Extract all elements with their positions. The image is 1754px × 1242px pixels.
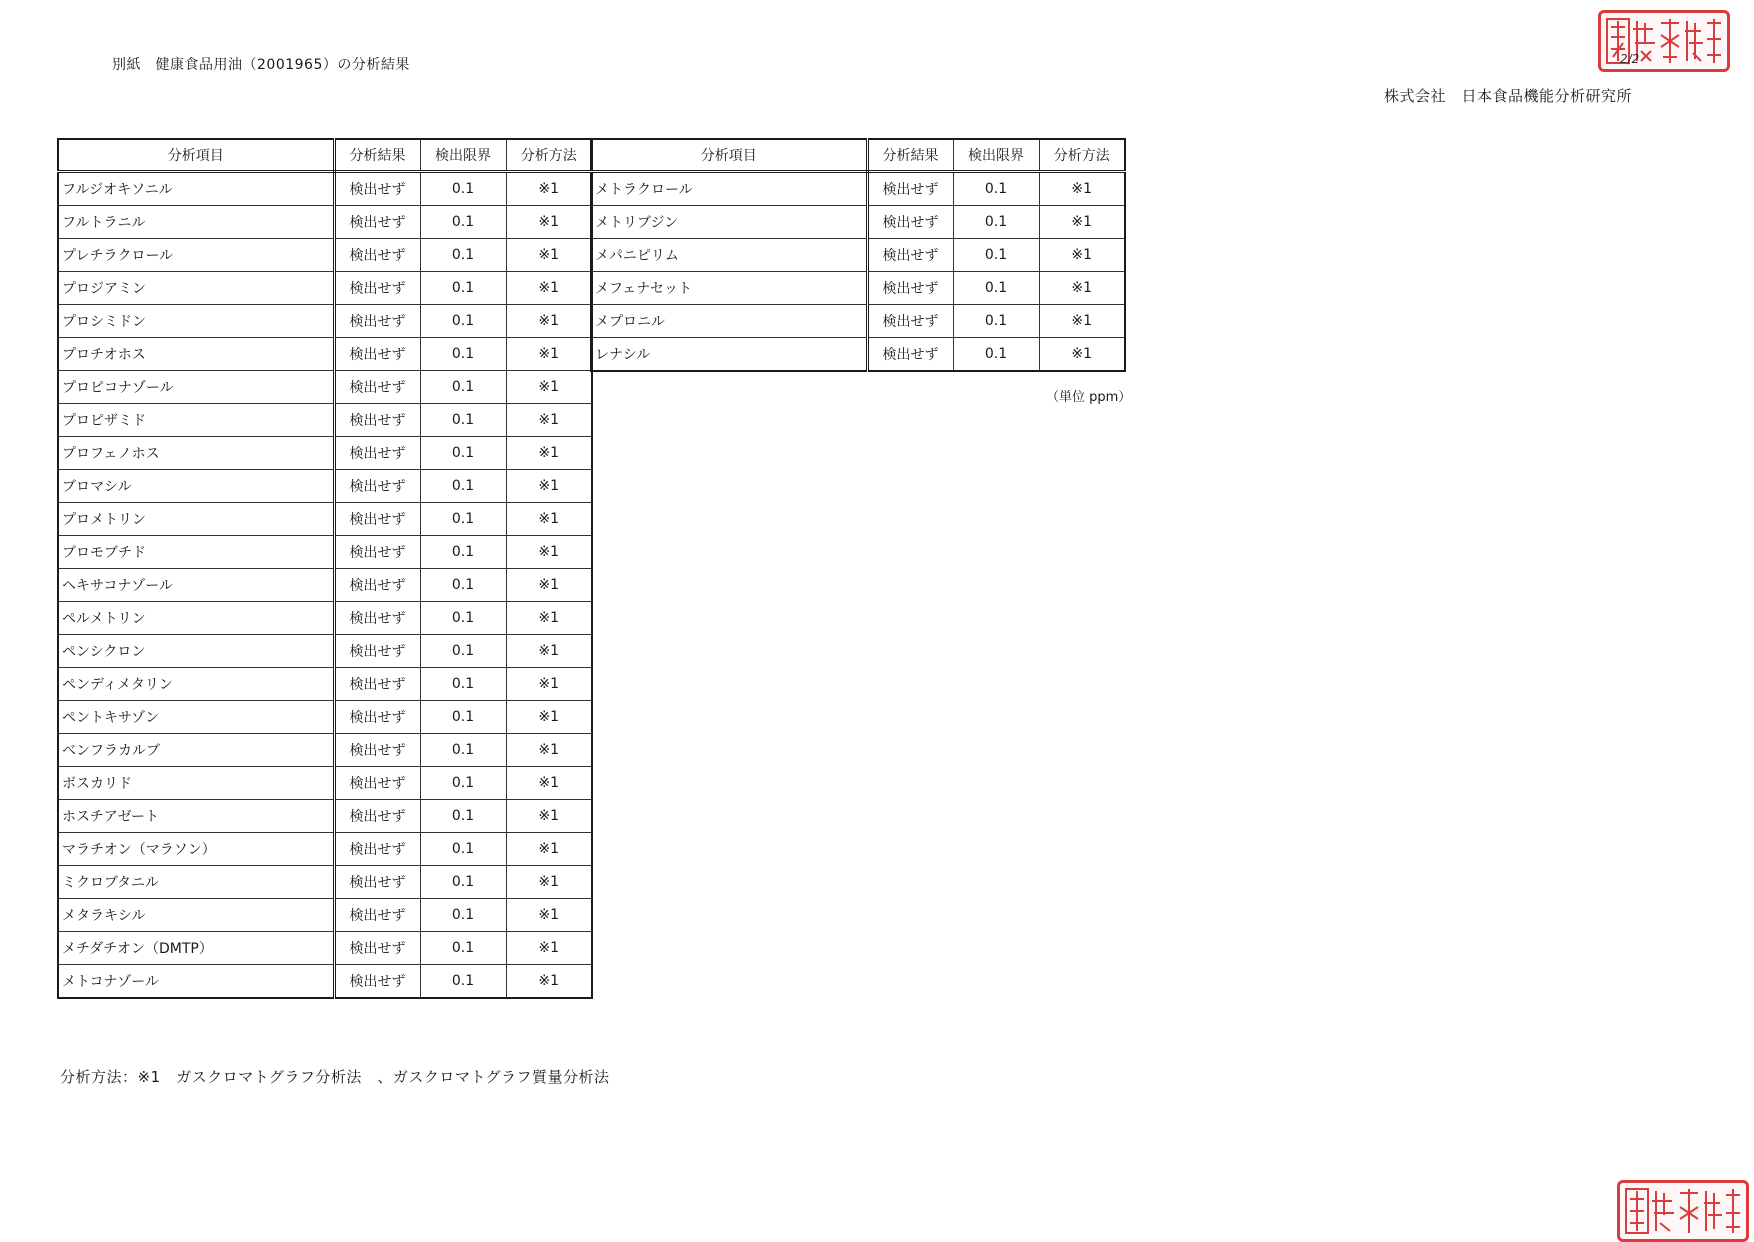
analyte-name: プロチオホス <box>58 338 334 371</box>
result-cell: 検出せず <box>867 272 953 305</box>
result-cell: 検出せず <box>867 172 953 206</box>
table-row <box>58 404 592 437</box>
method-cell: ※1 <box>506 239 592 272</box>
limit-cell: 0.1 <box>953 305 1039 338</box>
result-cell: 検出せず <box>334 767 420 800</box>
limit-cell: 0.1 <box>420 503 506 536</box>
method-cell: ※1 <box>506 305 592 338</box>
limit-cell: 0.1 <box>420 734 506 767</box>
result-cell: 検出せず <box>867 206 953 239</box>
result-cell: 検出せず <box>334 536 420 569</box>
result-cell: 検出せず <box>334 338 420 371</box>
result-cell: 検出せず <box>334 470 420 503</box>
company-seal-bottom <box>1617 1180 1749 1242</box>
limit-cell: 0.1 <box>420 404 506 437</box>
table-row <box>58 701 592 734</box>
document-title: 別紙 健康食品用油（2001965）の分析結果 <box>112 57 410 73</box>
table-row <box>58 338 592 371</box>
analyte-name: ベンフラカルブ <box>58 734 334 767</box>
result-cell: 検出せず <box>334 800 420 833</box>
analyte-name: プロジアミン <box>58 272 334 305</box>
method-cell: ※1 <box>506 668 592 701</box>
result-cell: 検出せず <box>334 272 420 305</box>
result-cell: 検出せず <box>334 569 420 602</box>
method-cell: ※1 <box>506 800 592 833</box>
analyte-name: マラチオン（マラソン） <box>58 833 334 866</box>
page-number: 2/2 <box>1620 52 1640 66</box>
result-cell: 検出せず <box>334 503 420 536</box>
analyte-name: プロフェノホス <box>58 437 334 470</box>
analysis-method-footnote: 分析方法：※1 ガスクロマトグラフ分析法 、ガスクロマトグラフ質量分析法 <box>60 1068 610 1086</box>
table-row <box>58 503 592 536</box>
method-cell: ※1 <box>506 734 592 767</box>
method-cell: ※1 <box>506 172 592 206</box>
analyte-name: メプロニル <box>591 305 867 338</box>
method-cell: ※1 <box>506 338 592 371</box>
table-row <box>58 272 592 305</box>
analyte-name: プロピザミド <box>58 404 334 437</box>
limit-cell: 0.1 <box>420 899 506 932</box>
column-header-method: 分析方法 <box>506 139 592 172</box>
column-header-item: 分析項目 <box>58 139 334 172</box>
results-table-left <box>57 138 593 999</box>
method-cell: ※1 <box>506 470 592 503</box>
result-cell: 検出せず <box>334 371 420 404</box>
limit-cell: 0.1 <box>420 767 506 800</box>
analyte-name: ペンディメタリン <box>58 668 334 701</box>
company-name: 株式会社 日本食品機能分析研究所 <box>1384 87 1633 105</box>
method-cell: ※1 <box>1039 206 1125 239</box>
method-cell: ※1 <box>506 503 592 536</box>
table-row <box>58 866 592 899</box>
result-cell: 検出せず <box>334 635 420 668</box>
result-cell: 検出せず <box>334 602 420 635</box>
table-row <box>58 932 592 965</box>
table-row <box>58 899 592 932</box>
limit-cell: 0.1 <box>420 800 506 833</box>
method-cell: ※1 <box>506 701 592 734</box>
column-header-method: 分析方法 <box>1039 139 1125 172</box>
result-cell: 検出せず <box>334 965 420 999</box>
result-cell: 検出せず <box>334 172 420 206</box>
analyte-name: ホスチアゼート <box>58 800 334 833</box>
method-cell: ※1 <box>506 602 592 635</box>
analyte-name: メパニピリム <box>591 239 867 272</box>
analyte-name: メチダチオン（DMTP） <box>58 932 334 965</box>
method-cell: ※1 <box>506 767 592 800</box>
analyte-name: ペントキサゾン <box>58 701 334 734</box>
column-header-detection-limit: 検出限界 <box>953 139 1039 172</box>
method-cell: ※1 <box>506 371 592 404</box>
table-row <box>58 833 592 866</box>
analyte-name: メトコナゾール <box>58 965 334 999</box>
limit-cell: 0.1 <box>420 932 506 965</box>
method-cell: ※1 <box>506 833 592 866</box>
limit-cell: 0.1 <box>420 371 506 404</box>
table-row <box>58 569 592 602</box>
results-table-right <box>590 138 1126 372</box>
table-row <box>58 206 592 239</box>
result-cell: 検出せず <box>867 239 953 272</box>
table-row <box>58 767 592 800</box>
result-cell: 検出せず <box>334 701 420 734</box>
table-row <box>58 172 592 206</box>
limit-cell: 0.1 <box>420 172 506 206</box>
result-cell: 検出せず <box>867 338 953 372</box>
table-row <box>591 172 1125 206</box>
result-cell: 検出せず <box>334 833 420 866</box>
method-cell: ※1 <box>506 206 592 239</box>
analyte-name: メトラクロール <box>591 172 867 206</box>
result-cell: 検出せず <box>334 305 420 338</box>
table-row <box>58 668 592 701</box>
analyte-name: プロシミドン <box>58 305 334 338</box>
limit-cell: 0.1 <box>420 965 506 999</box>
method-cell: ※1 <box>1039 305 1125 338</box>
limit-cell: 0.1 <box>420 833 506 866</box>
analyte-name: プロピコナゾール <box>58 371 334 404</box>
table-row <box>58 536 592 569</box>
table-row <box>58 965 592 999</box>
analyte-name: プロメトリン <box>58 503 334 536</box>
table-row <box>58 602 592 635</box>
table-row <box>58 734 592 767</box>
analyte-name: ペルメトリン <box>58 602 334 635</box>
limit-cell: 0.1 <box>420 866 506 899</box>
column-header-item: 分析項目 <box>591 139 867 172</box>
limit-cell: 0.1 <box>420 602 506 635</box>
analyte-name: ブロマシル <box>58 470 334 503</box>
result-cell: 検出せず <box>867 305 953 338</box>
limit-cell: 0.1 <box>420 668 506 701</box>
analyte-name: メフェナセット <box>591 272 867 305</box>
column-header-result: 分析結果 <box>867 139 953 172</box>
method-cell: ※1 <box>506 437 592 470</box>
limit-cell: 0.1 <box>953 172 1039 206</box>
table-header-row <box>58 139 592 172</box>
analyte-name: ボスカリド <box>58 767 334 800</box>
result-cell: 検出せず <box>334 437 420 470</box>
table-row <box>591 338 1125 372</box>
limit-cell: 0.1 <box>420 635 506 668</box>
limit-cell: 0.1 <box>953 272 1039 305</box>
result-cell: 検出せず <box>334 866 420 899</box>
method-cell: ※1 <box>1039 272 1125 305</box>
result-cell: 検出せず <box>334 668 420 701</box>
analyte-name: メタラキシル <box>58 899 334 932</box>
analyte-name: プレチラクロール <box>58 239 334 272</box>
method-cell: ※1 <box>506 932 592 965</box>
limit-cell: 0.1 <box>420 239 506 272</box>
limit-cell: 0.1 <box>420 470 506 503</box>
table-row <box>58 371 592 404</box>
table-row <box>591 272 1125 305</box>
limit-cell: 0.1 <box>420 536 506 569</box>
analyte-name: フルトラニル <box>58 206 334 239</box>
table-row <box>58 470 592 503</box>
table-header-row <box>591 139 1125 172</box>
limit-cell: 0.1 <box>420 305 506 338</box>
method-cell: ※1 <box>1039 172 1125 206</box>
method-cell: ※1 <box>506 404 592 437</box>
method-cell: ※1 <box>1039 338 1125 372</box>
limit-cell: 0.1 <box>953 206 1039 239</box>
table-row <box>58 800 592 833</box>
limit-cell: 0.1 <box>420 272 506 305</box>
analyte-name: レナシル <box>591 338 867 372</box>
method-cell: ※1 <box>506 569 592 602</box>
limit-cell: 0.1 <box>420 437 506 470</box>
company-seal-top <box>1598 10 1730 72</box>
analyte-name: フルジオキソニル <box>58 172 334 206</box>
limit-cell: 0.1 <box>420 569 506 602</box>
limit-cell: 0.1 <box>420 338 506 371</box>
table-row <box>58 437 592 470</box>
result-cell: 検出せず <box>334 734 420 767</box>
limit-cell: 0.1 <box>953 338 1039 372</box>
method-cell: ※1 <box>506 635 592 668</box>
analyte-name: ブロモブチド <box>58 536 334 569</box>
limit-cell: 0.1 <box>953 239 1039 272</box>
result-cell: 検出せず <box>334 899 420 932</box>
method-cell: ※1 <box>506 899 592 932</box>
result-cell: 検出せず <box>334 404 420 437</box>
method-cell: ※1 <box>1039 239 1125 272</box>
column-header-detection-limit: 検出限界 <box>420 139 506 172</box>
column-header-result: 分析結果 <box>334 139 420 172</box>
method-cell: ※1 <box>506 965 592 999</box>
analyte-name: ヘキサコナゾール <box>58 569 334 602</box>
analyte-name: ペンシクロン <box>58 635 334 668</box>
method-cell: ※1 <box>506 866 592 899</box>
table-row <box>58 305 592 338</box>
method-cell: ※1 <box>506 536 592 569</box>
table-row <box>591 206 1125 239</box>
result-cell: 検出せず <box>334 239 420 272</box>
method-cell: ※1 <box>506 272 592 305</box>
table-row <box>58 635 592 668</box>
analyte-name: メトリブジン <box>591 206 867 239</box>
unit-note: （単位 ppm） <box>1046 390 1132 405</box>
analyte-name: ミクロブタニル <box>58 866 334 899</box>
table-row <box>591 305 1125 338</box>
result-cell: 検出せず <box>334 206 420 239</box>
table-row <box>591 239 1125 272</box>
limit-cell: 0.1 <box>420 701 506 734</box>
table-row <box>58 239 592 272</box>
limit-cell: 0.1 <box>420 206 506 239</box>
result-cell: 検出せず <box>334 932 420 965</box>
